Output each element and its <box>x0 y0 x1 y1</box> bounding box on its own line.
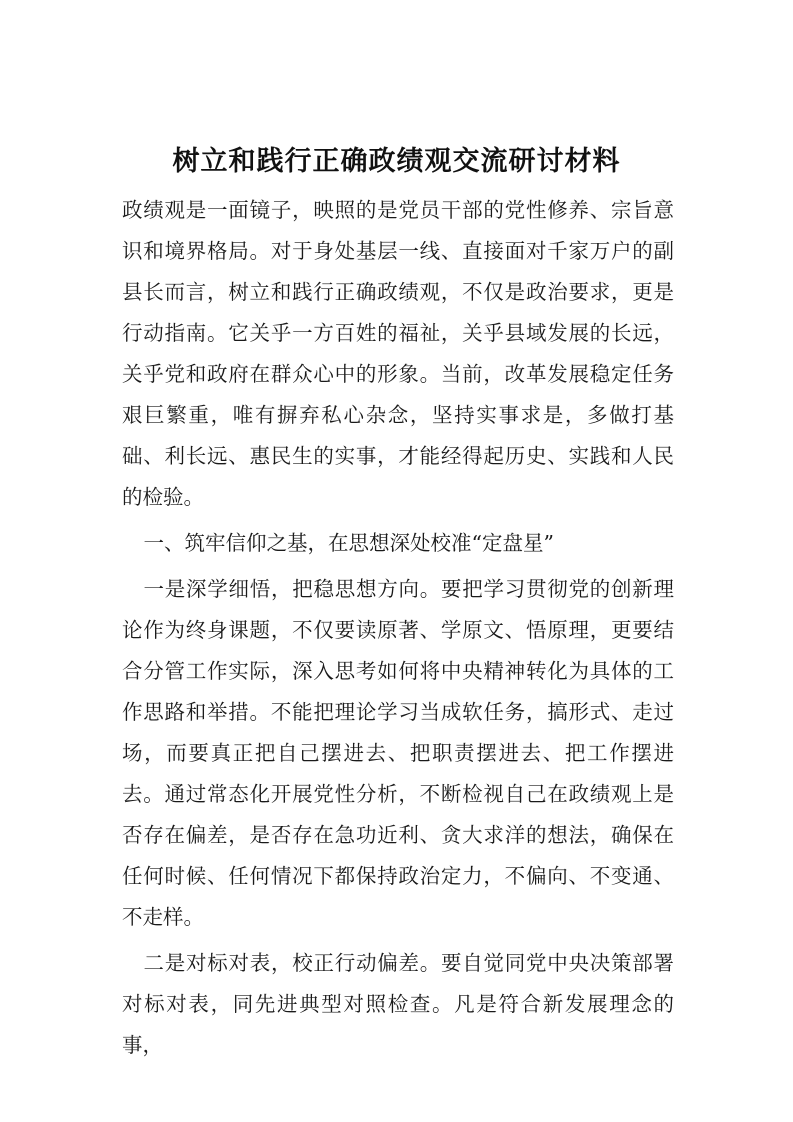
document-title: 树立和践行正确政绩观交流研讨材料 <box>172 146 621 178</box>
paragraph-intro: 政绩观是一面镜子，映照的是党员干部的党性修养、宗旨意识和境界格局。对于身处基层一线、直接面对千家万户的副县长而言，树立和践行正确政绩观，不仅是政治要求，更是行动指南。它关乎一方百姓的福祉，关乎县域发展的长远，关乎党和政府在群众心中的形象。当前，改革发展稳定任务艰巨繁重，唯有摒弃私心杂念，坚持实事求是，多做打基础、利长远、惠民生的实事，才能经得起历史、实践和人民的检验。 <box>122 198 674 509</box>
paragraph-point-2: 二是对标对表，校正行动偏差。要自觉同党中央决策部署对标对表，同先进典型对照检查。凡是符合新发展理念的事， <box>122 951 674 1057</box>
section-heading-1: 一、筑牢信仰之基，在思想深处校准“定盘星” <box>143 531 554 555</box>
paragraph-point-1: 一是深学细悟，把稳思想方向。要把学习贯彻党的创新理论作为终身课题，不仅要读原著、学原文、悟原理，更要结合分管工作实际，深入思考如何将中央精神转化为具体的工作思路和举措。不能把理论学习当成软任务，搞形式、走过场，而要真正把自己摆进去、把职责摆进去、把工作摆进去。通过常态化开展党性分析，不断检视自己在政绩观上是否存在偏差，是否存在急功近利、贪大求洋的想法，确保在任何时候、任何情况下都保持政治定力，不偏向、不变通、不走样。 <box>122 577 674 929</box>
document-body <box>122 190 674 1066</box>
